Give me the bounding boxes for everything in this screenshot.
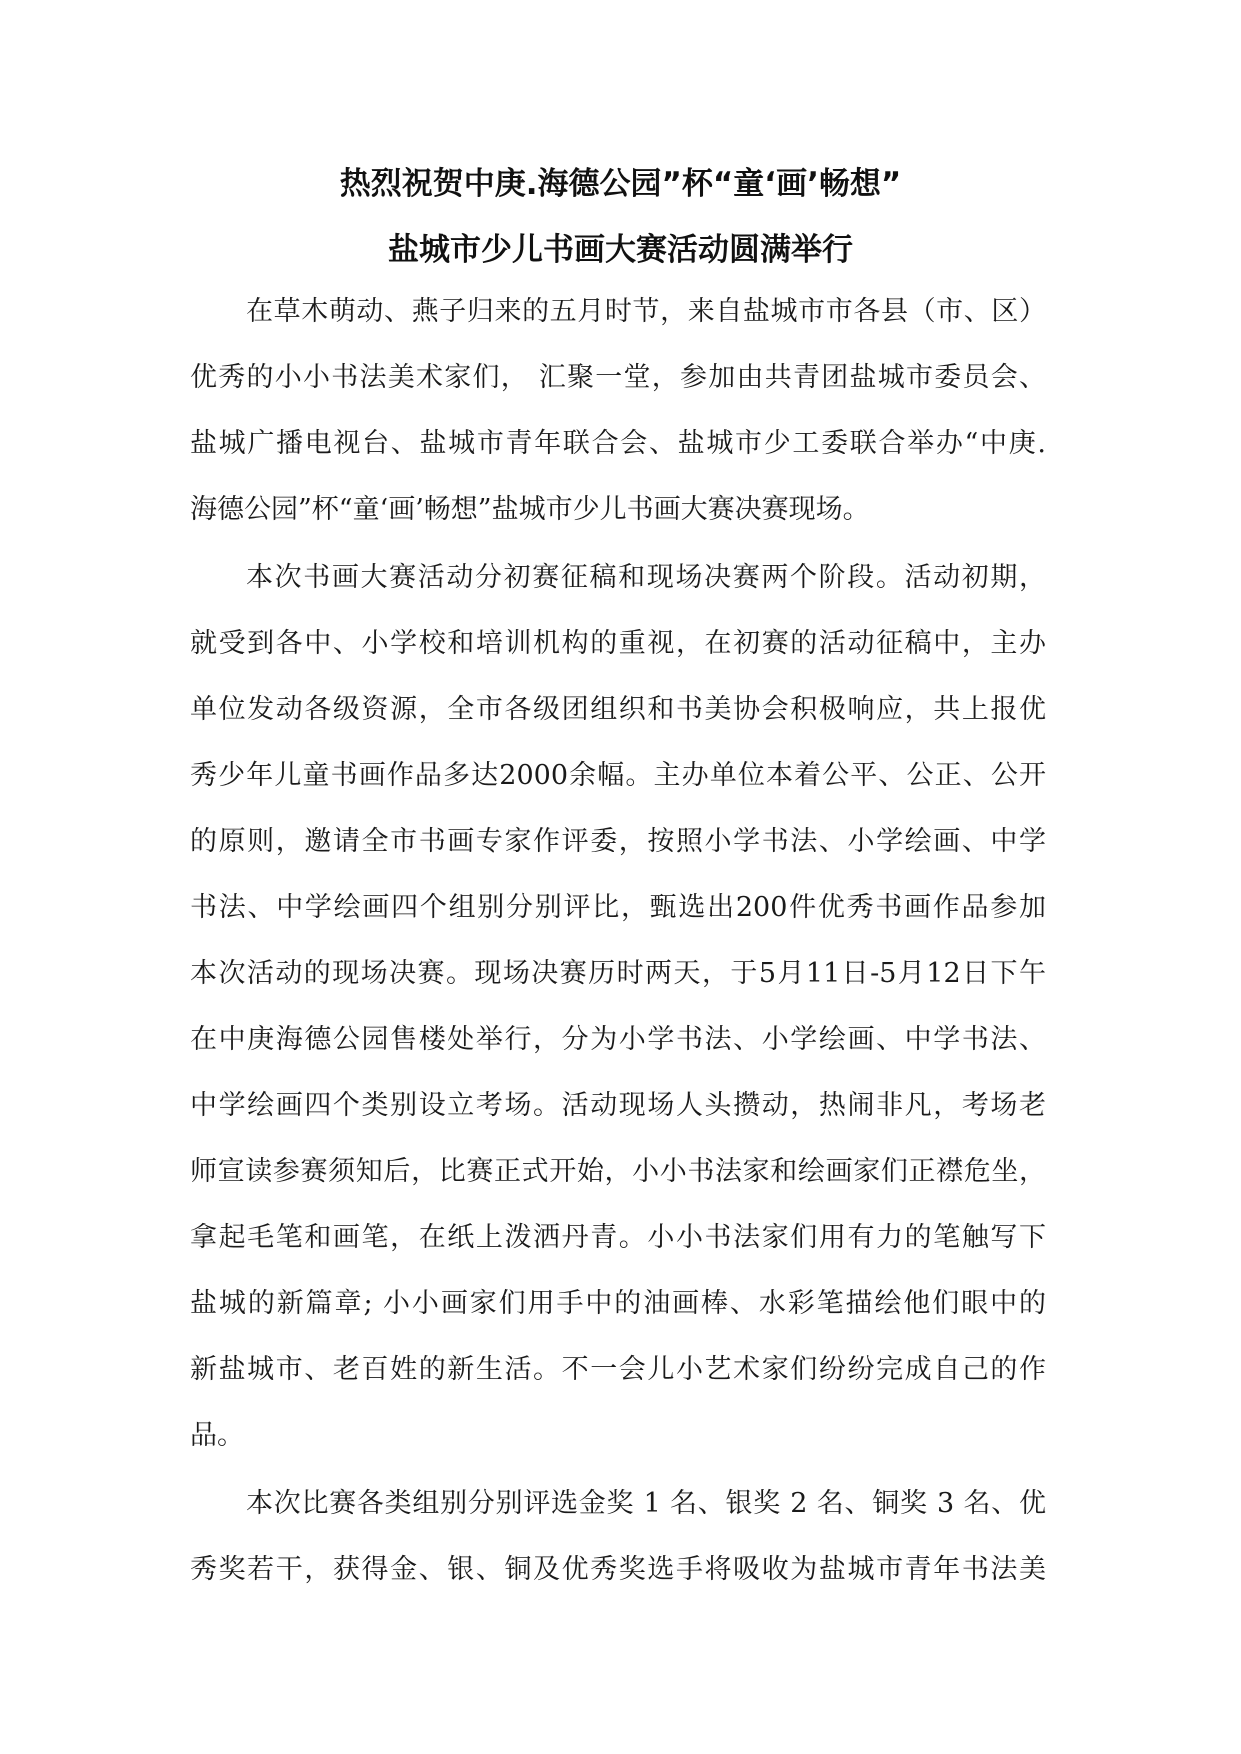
paragraph-2-line-3: 单位发动各级资源，全市各级团组织和书美协会积极响应，共上报优 — [190, 694, 1046, 725]
paragraph-2-line-11: 拿起毛笔和画笔，在纸上泼洒丹青。小小书法家们用有力的笔触写下 — [190, 1222, 1046, 1253]
document-title-line-1: 热烈祝贺中庚.海德公园”杯“童‘画’畅想” — [339, 166, 902, 202]
paragraph-2-line-10: 师宣读参赛须知后，比赛正式开始，小小书法家和绘画家们正襟危坐， — [190, 1156, 1046, 1187]
paragraph-2-line-14: 品。 — [190, 1420, 244, 1451]
paragraph-1-line-2: 优秀的小小书法美术家们， 汇聚一堂，参加由共青团盐城市委员会、 — [190, 362, 1046, 393]
paragraph-1-line-1: 在草木萌动、燕子归来的五月时节，来自盐城市市各县（市、区） — [246, 296, 1046, 327]
paragraph-2-line-2: 就受到各中、小学校和培训机构的重视，在初赛的活动征稿中，主办 — [190, 628, 1046, 659]
paragraph-2-line-6: 书法、中学绘画四个组别分别评比，甄选出200件优秀书画作品参加 — [190, 892, 1046, 923]
paragraph-1-line-3: 盐城广播电视台、盐城市青年联合会、盐城市少工委联合举办“中庚. — [190, 428, 1046, 459]
paragraph-2-line-5: 的原则，邀请全市书画专家作评委，按照小学书法、小学绘画、中学 — [190, 826, 1046, 857]
paragraph-2-line-7: 本次活动的现场决赛。现场决赛历时两天，于5月11日-5月12日下午 — [190, 958, 1046, 989]
document-title-line-2: 盐城市少儿书画大赛活动圆满举行 — [388, 232, 853, 268]
paragraph-2-line-1: 本次书画大赛活动分初赛征稿和现场决赛两个阶段。活动初期， — [246, 562, 1046, 593]
paragraph-2-line-4: 秀少年儿童书画作品多达2000余幅。主办单位本着公平、公正、公开 — [190, 760, 1046, 791]
paragraph-2-line-12: 盐城的新篇章; 小小画家们用手中的油画棒、水彩笔描绘他们眼中的 — [190, 1288, 1046, 1319]
paragraph-1-line-4: 海德公园”杯“童‘画’畅想”盐城市少儿书画大赛决赛现场。 — [190, 494, 870, 525]
paragraph-3-line-1: 本次比赛各类组别分别评选金奖 1 名、银奖 2 名、铜奖 3 名、优 — [246, 1488, 1046, 1519]
paragraph-3-line-2: 秀奖若干，获得金、银、铜及优秀奖选手将吸收为盐城市青年书法美 — [190, 1554, 1046, 1585]
paragraph-2-line-8: 在中庚海德公园售楼处举行，分为小学书法、小学绘画、中学书法、 — [190, 1024, 1046, 1055]
paragraph-2-line-9: 中学绘画四个类别设立考场。活动现场人头攒动，热闹非凡，考场老 — [190, 1090, 1046, 1121]
paragraph-2-line-13: 新盐城市、老百姓的新生活。不一会儿小艺术家们纷纷完成自己的作 — [190, 1354, 1046, 1385]
